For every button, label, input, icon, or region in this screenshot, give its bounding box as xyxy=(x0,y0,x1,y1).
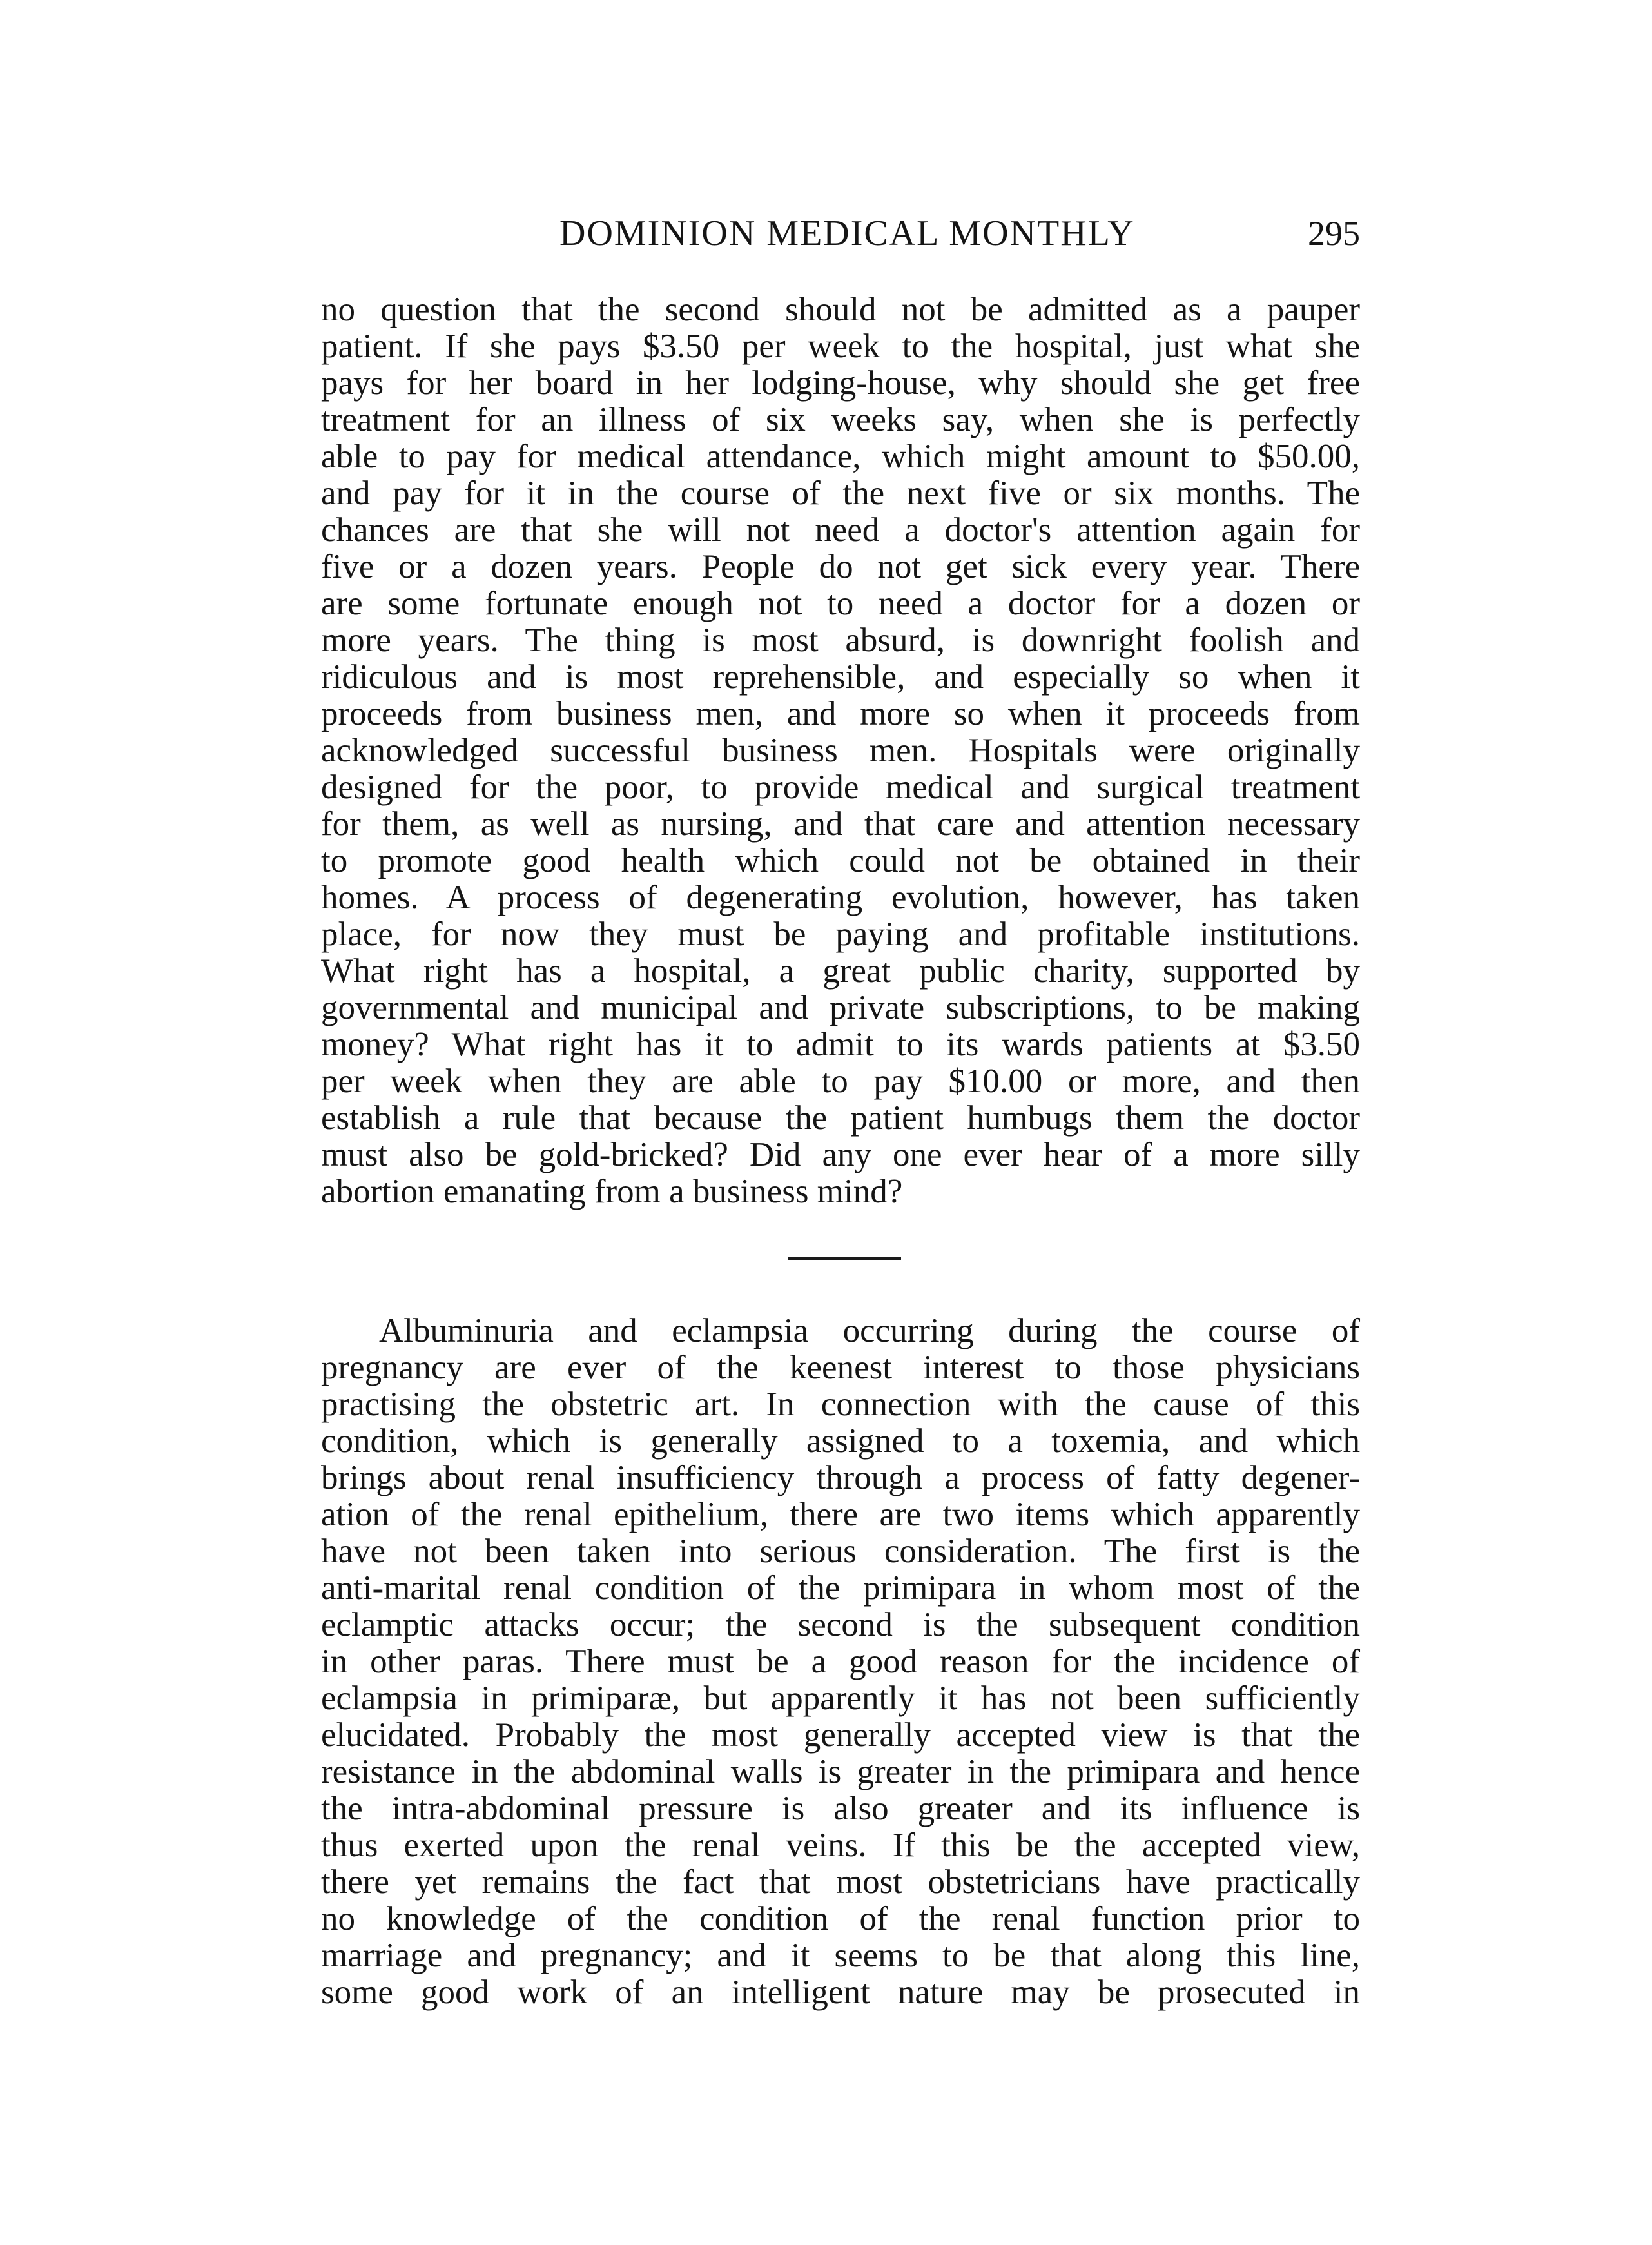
running-head xyxy=(321,208,1360,259)
text-line: thus exerted upon the renal veins. If this be the accepted view, xyxy=(321,1827,1360,1864)
text-line: What right has a hospital, a great public charity, supported by xyxy=(321,952,1360,990)
text-line: have not been taken into serious consideration. The first is the xyxy=(321,1533,1360,1570)
text-line: ridiculous and is most reprehensible, and especially so when it xyxy=(321,658,1360,696)
text-line: to promote good health which could not be obtained in their xyxy=(321,842,1360,879)
text-line: proceeds from business men, and more so when it proceeds from xyxy=(321,695,1360,732)
text-line: five or a dozen years. People do not get sick every year. There xyxy=(321,548,1360,585)
text-line: resistance in the abdominal walls is greater in the primipara and hence xyxy=(321,1753,1360,1790)
text-line: abortion emanating from a business mind? xyxy=(321,1173,903,1210)
text-line: for them, as well as nursing, and that care and attention necessary xyxy=(321,805,1360,843)
text-line: pregnancy are ever of the keenest interest to those physicians xyxy=(321,1349,1360,1386)
text-line: condition, which is generally assigned to a toxemia, and which xyxy=(321,1422,1360,1460)
text-line: the intra-abdominal pressure is also greater and its influence is xyxy=(321,1790,1360,1827)
text-line: brings about renal insufficiency through a process of fatty degener- xyxy=(321,1459,1360,1496)
text-line: eclamptic attacks occur; the second is the subsequent condition xyxy=(321,1606,1360,1643)
text-line: must also be gold-bricked? Did any one ever hear of a more silly xyxy=(321,1136,1360,1173)
text-line: patient. If she pays $3.50 per week to the hospital, just what she xyxy=(321,328,1360,365)
text-line: some good work of an intelligent nature may be prosecuted in xyxy=(321,1974,1360,2011)
text-line: chances are that she will not need a doctor's attention again for xyxy=(321,511,1360,549)
text-line: place, for now they must be paying and profitable institutions. xyxy=(321,916,1360,953)
text-line: money? What right has it to admit to its wards patients at $3.50 xyxy=(321,1026,1360,1063)
text-line: treatment for an illness of six weeks say, when she is perfectly xyxy=(321,401,1360,438)
article-continuation xyxy=(321,291,1360,1210)
page-number: 295 xyxy=(1308,214,1360,253)
text-line: practising the obstetric art. In connection with the cause of this xyxy=(321,1386,1360,1423)
text-line: and pay for it in the course of the next five or six months. The xyxy=(321,475,1360,512)
text-line: per week when they are able to pay $10.00 or more, and then xyxy=(321,1063,1360,1100)
text-line: are some fortunate enough not to need a doctor for a dozen or xyxy=(321,585,1360,622)
text-line: elucidated. Probably the most generally accepted view is that the xyxy=(321,1716,1360,1754)
text-line: anti-marital renal condition of the primipara in whom most of the xyxy=(321,1569,1360,1607)
text-line: marriage and pregnancy; and it seems to be that along this line, xyxy=(321,1937,1360,1974)
text-line: eclampsia in primiparæ, but apparently it has not been sufficiently xyxy=(321,1680,1360,1717)
article-albuminuria xyxy=(321,1313,1360,2011)
text-line: able to pay for medical attendance, which might amount to $50.00, xyxy=(321,438,1360,475)
text-line: pays for her board in her lodging-house, why should she get free xyxy=(321,364,1360,402)
text-line: no question that the second should not be admitted as a pauper xyxy=(321,291,1360,328)
text-line: homes. A process of degenerating evolution, however, has taken xyxy=(321,879,1360,916)
text-line: more years. The thing is most absurd, is downright foolish and xyxy=(321,622,1360,659)
text-line: designed for the poor, to provide medical and surgical treatment xyxy=(321,769,1360,806)
section-separator xyxy=(788,1257,901,1260)
text-line: governmental and municipal and private subscriptions, to be making xyxy=(321,989,1360,1026)
journal-title: DOMINION MEDICAL MONTHLY xyxy=(559,213,1135,253)
text-line: in other paras. There must be a good reason for the incidence of xyxy=(321,1643,1360,1680)
text-line: acknowledged successful business men. Hospitals were originally xyxy=(321,732,1360,769)
text-line: ation of the renal epithelium, there are two items which apparently xyxy=(321,1496,1360,1533)
text-line: Albuminuria and eclampsia occurring during the course of xyxy=(379,1312,1360,1349)
text-line: establish a rule that because the patient humbugs them the doctor xyxy=(321,1099,1360,1137)
text-line: there yet remains the fact that most obstetricians have practically xyxy=(321,1863,1360,1901)
text-line: no knowledge of the condition of the renal function prior to xyxy=(321,1900,1360,1937)
